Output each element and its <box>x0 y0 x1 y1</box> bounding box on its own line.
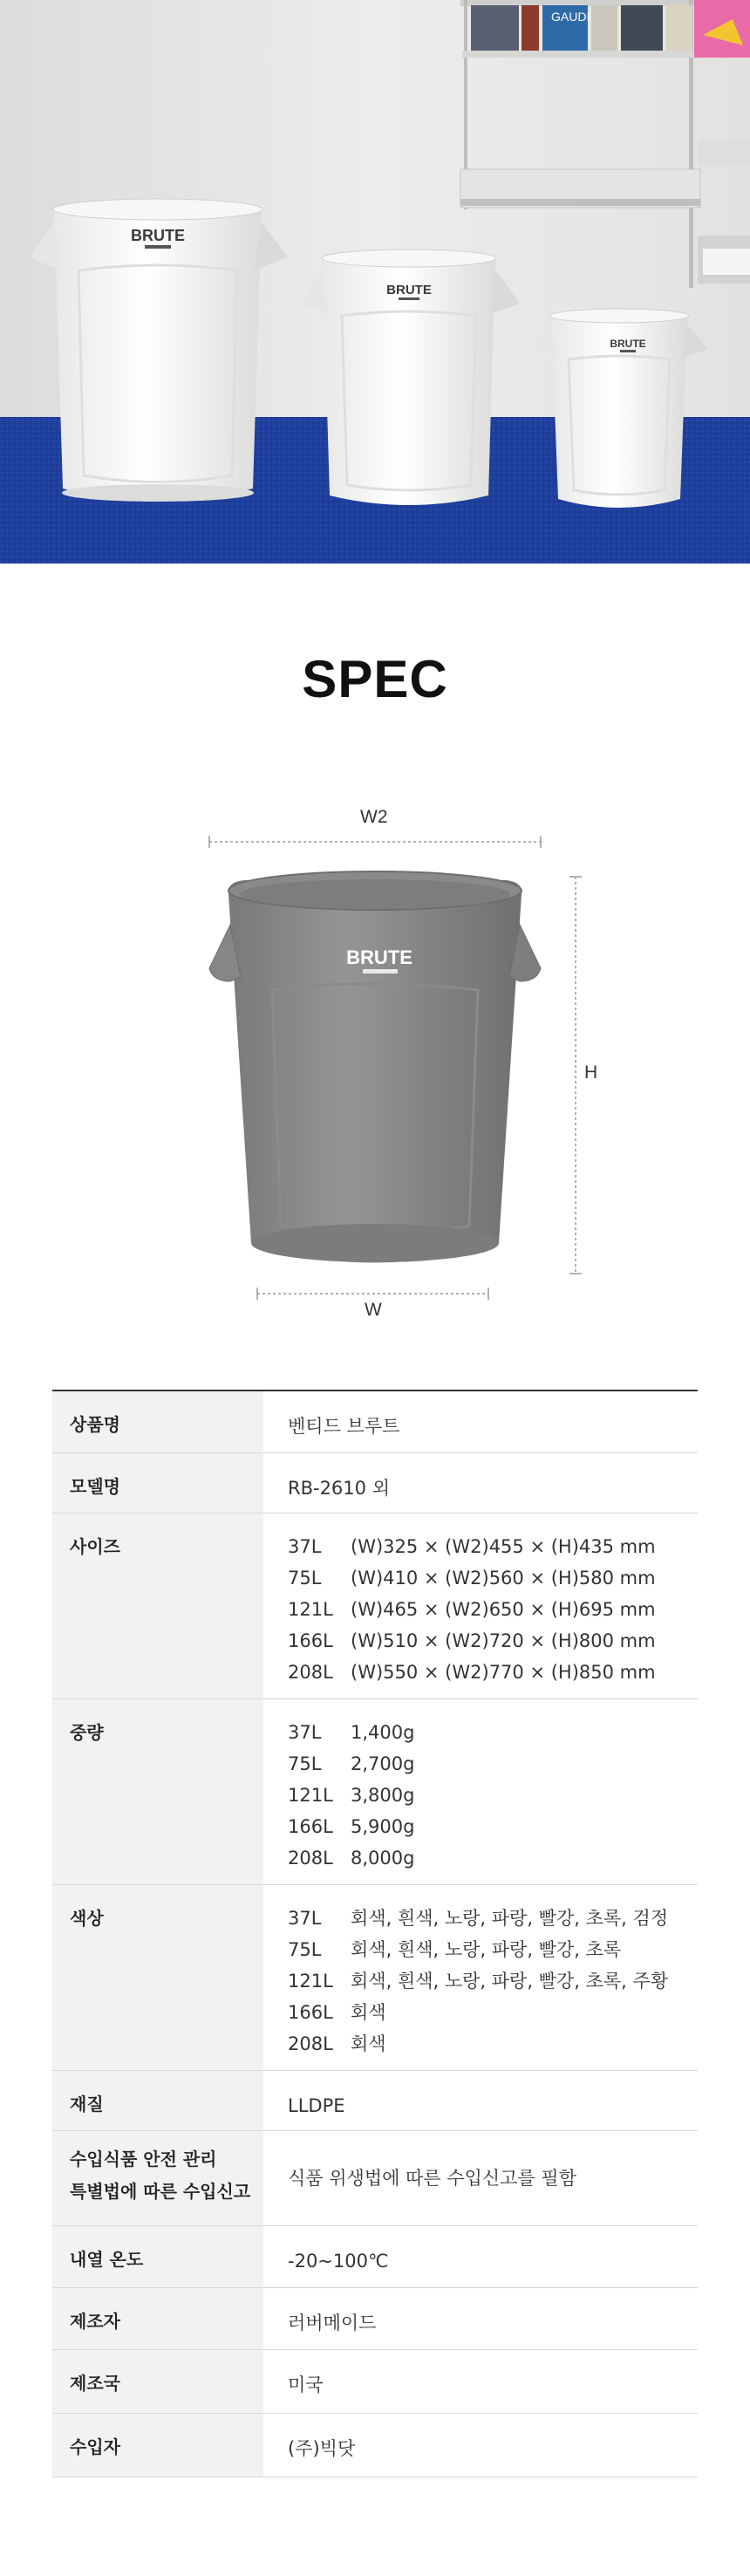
color-line <box>288 1903 698 1934</box>
table-row-weight <box>52 1699 698 1885</box>
h-dimension-line <box>569 877 582 1274</box>
row-key-line: 특별법에 따른 수입신고 <box>70 2181 251 2202</box>
row-key: 제조자 <box>52 2288 263 2349</box>
bin-brand-logo: BRUTE <box>346 946 412 968</box>
weight-line <box>288 1842 698 1874</box>
color-line <box>288 1997 698 2028</box>
colors: 회색, 흰색, 노랑, 파랑, 빨강, 초록, 검정 <box>351 1908 669 1929</box>
bin-brand-logo: BRUTE <box>386 283 432 297</box>
weight: 2,700g <box>351 1753 415 1774</box>
capacity: 166L <box>288 1630 333 1651</box>
weight: 3,800g <box>351 1785 415 1806</box>
table-row-product-name <box>52 1391 698 1453</box>
color-line <box>288 2028 698 2060</box>
row-value: -20~100℃ <box>288 2251 389 2272</box>
capacity: 37L <box>288 1536 322 1557</box>
capacity: 121L <box>288 1785 333 1806</box>
capacity: 166L <box>288 2002 333 2023</box>
large-bin <box>30 199 288 502</box>
label-h: H <box>584 1063 598 1083</box>
row-value: RB-2610 외 <box>288 1478 390 1499</box>
table-row-import-declaration <box>52 2131 698 2226</box>
medium-bin <box>300 249 520 505</box>
capacity: 208L <box>288 2033 333 2054</box>
capacity: 121L <box>288 1971 333 1992</box>
dimensions: (W)325 × (W2)455 × (H)435 mm <box>351 1536 656 1557</box>
table-row-country <box>52 2350 698 2414</box>
size-line <box>288 1531 698 1562</box>
row-value-list <box>263 1513 698 1698</box>
row-key: 색상 <box>52 1885 263 2070</box>
bin-brand-logo: BRUTE <box>610 338 646 350</box>
table-row-color <box>52 1885 698 2071</box>
row-value: 러버메이드 <box>288 2313 377 2333</box>
size-line <box>288 1625 698 1657</box>
table-row-heat-resistance <box>52 2226 698 2288</box>
row-key: 모델명 <box>52 1453 263 1513</box>
table-row-material <box>52 2071 698 2131</box>
size-line <box>288 1594 698 1625</box>
row-value: 식품 위생법에 따른 수입신고를 필함 <box>288 2168 576 2189</box>
w-dimension-line <box>257 1288 488 1300</box>
capacity: 121L <box>288 1599 333 1620</box>
row-key-line: 수입식품 안전 관리 <box>70 2149 217 2169</box>
colors: 회색 <box>351 2033 386 2054</box>
dimensions: (W)550 × (W2)770 × (H)850 mm <box>351 1662 656 1683</box>
colors: 회색 <box>351 2002 386 2023</box>
spec-table <box>52 1390 698 2477</box>
capacity: 75L <box>288 1568 322 1589</box>
capacity: 166L <box>288 1816 333 1837</box>
weight: 1,400g <box>351 1722 415 1743</box>
row-key: 사이즈 <box>52 1513 263 1698</box>
row-value: LLDPE <box>288 2095 345 2116</box>
weight-line <box>288 1780 698 1811</box>
size-line <box>288 1562 698 1594</box>
row-key: 제조국 <box>52 2350 263 2413</box>
hero-photo <box>0 0 750 564</box>
row-key: 수입자 <box>52 2414 263 2477</box>
table-row-size <box>52 1513 698 1699</box>
dimension-diagram <box>192 807 598 1320</box>
gray-bin-illustration <box>192 807 593 1313</box>
table-row-model-name <box>52 1453 698 1513</box>
weight-line <box>288 1748 698 1780</box>
capacity: 75L <box>288 1939 322 1960</box>
colors: 회색, 흰색, 노랑, 파랑, 빨강, 초록, 주황 <box>351 1971 669 1992</box>
weight: 5,900g <box>351 1816 415 1837</box>
label-w2: W2 <box>360 807 388 827</box>
capacity: 208L <box>288 1848 333 1869</box>
row-value-list <box>263 1885 698 2070</box>
hero-scene <box>0 0 750 564</box>
dimensions: (W)465 × (W2)650 × (H)695 mm <box>351 1599 656 1620</box>
table-row-importer <box>52 2414 698 2477</box>
label-w: W <box>365 1300 382 1320</box>
row-key: 재질 <box>52 2071 263 2130</box>
colors: 회색, 흰색, 노랑, 파랑, 빨강, 초록 <box>351 1939 622 1960</box>
capacity: 37L <box>288 1722 322 1743</box>
row-key: 내열 온도 <box>52 2226 263 2287</box>
color-line <box>288 1965 698 1997</box>
spec-heading: SPEC <box>302 650 448 708</box>
weight: 8,000g <box>351 1848 415 1869</box>
row-key: 상품명 <box>52 1391 263 1452</box>
book-title: GAUDI <box>551 10 590 24</box>
table-row-manufacturer <box>52 2288 698 2350</box>
row-value: 미국 <box>288 2374 324 2395</box>
capacity: 75L <box>288 1753 322 1774</box>
dimensions: (W)510 × (W2)720 × (H)800 mm <box>351 1630 656 1651</box>
row-value: (주)빅닷 <box>288 2438 356 2459</box>
capacity: 208L <box>288 1662 333 1683</box>
row-value-list <box>263 1699 698 1884</box>
w2-dimension-line <box>209 836 541 848</box>
capacity: 37L <box>288 1908 322 1929</box>
size-line <box>288 1657 698 1688</box>
color-line <box>288 1934 698 1965</box>
dimensions: (W)410 × (W2)560 × (H)580 mm <box>351 1568 656 1589</box>
row-value: 벤티드 브루트 <box>288 1416 400 1437</box>
bin-brand-logo: BRUTE <box>131 227 185 244</box>
row-key: 중량 <box>52 1699 263 1884</box>
weight-line <box>288 1811 698 1842</box>
weight-line <box>288 1717 698 1748</box>
row-key <box>52 2131 263 2225</box>
